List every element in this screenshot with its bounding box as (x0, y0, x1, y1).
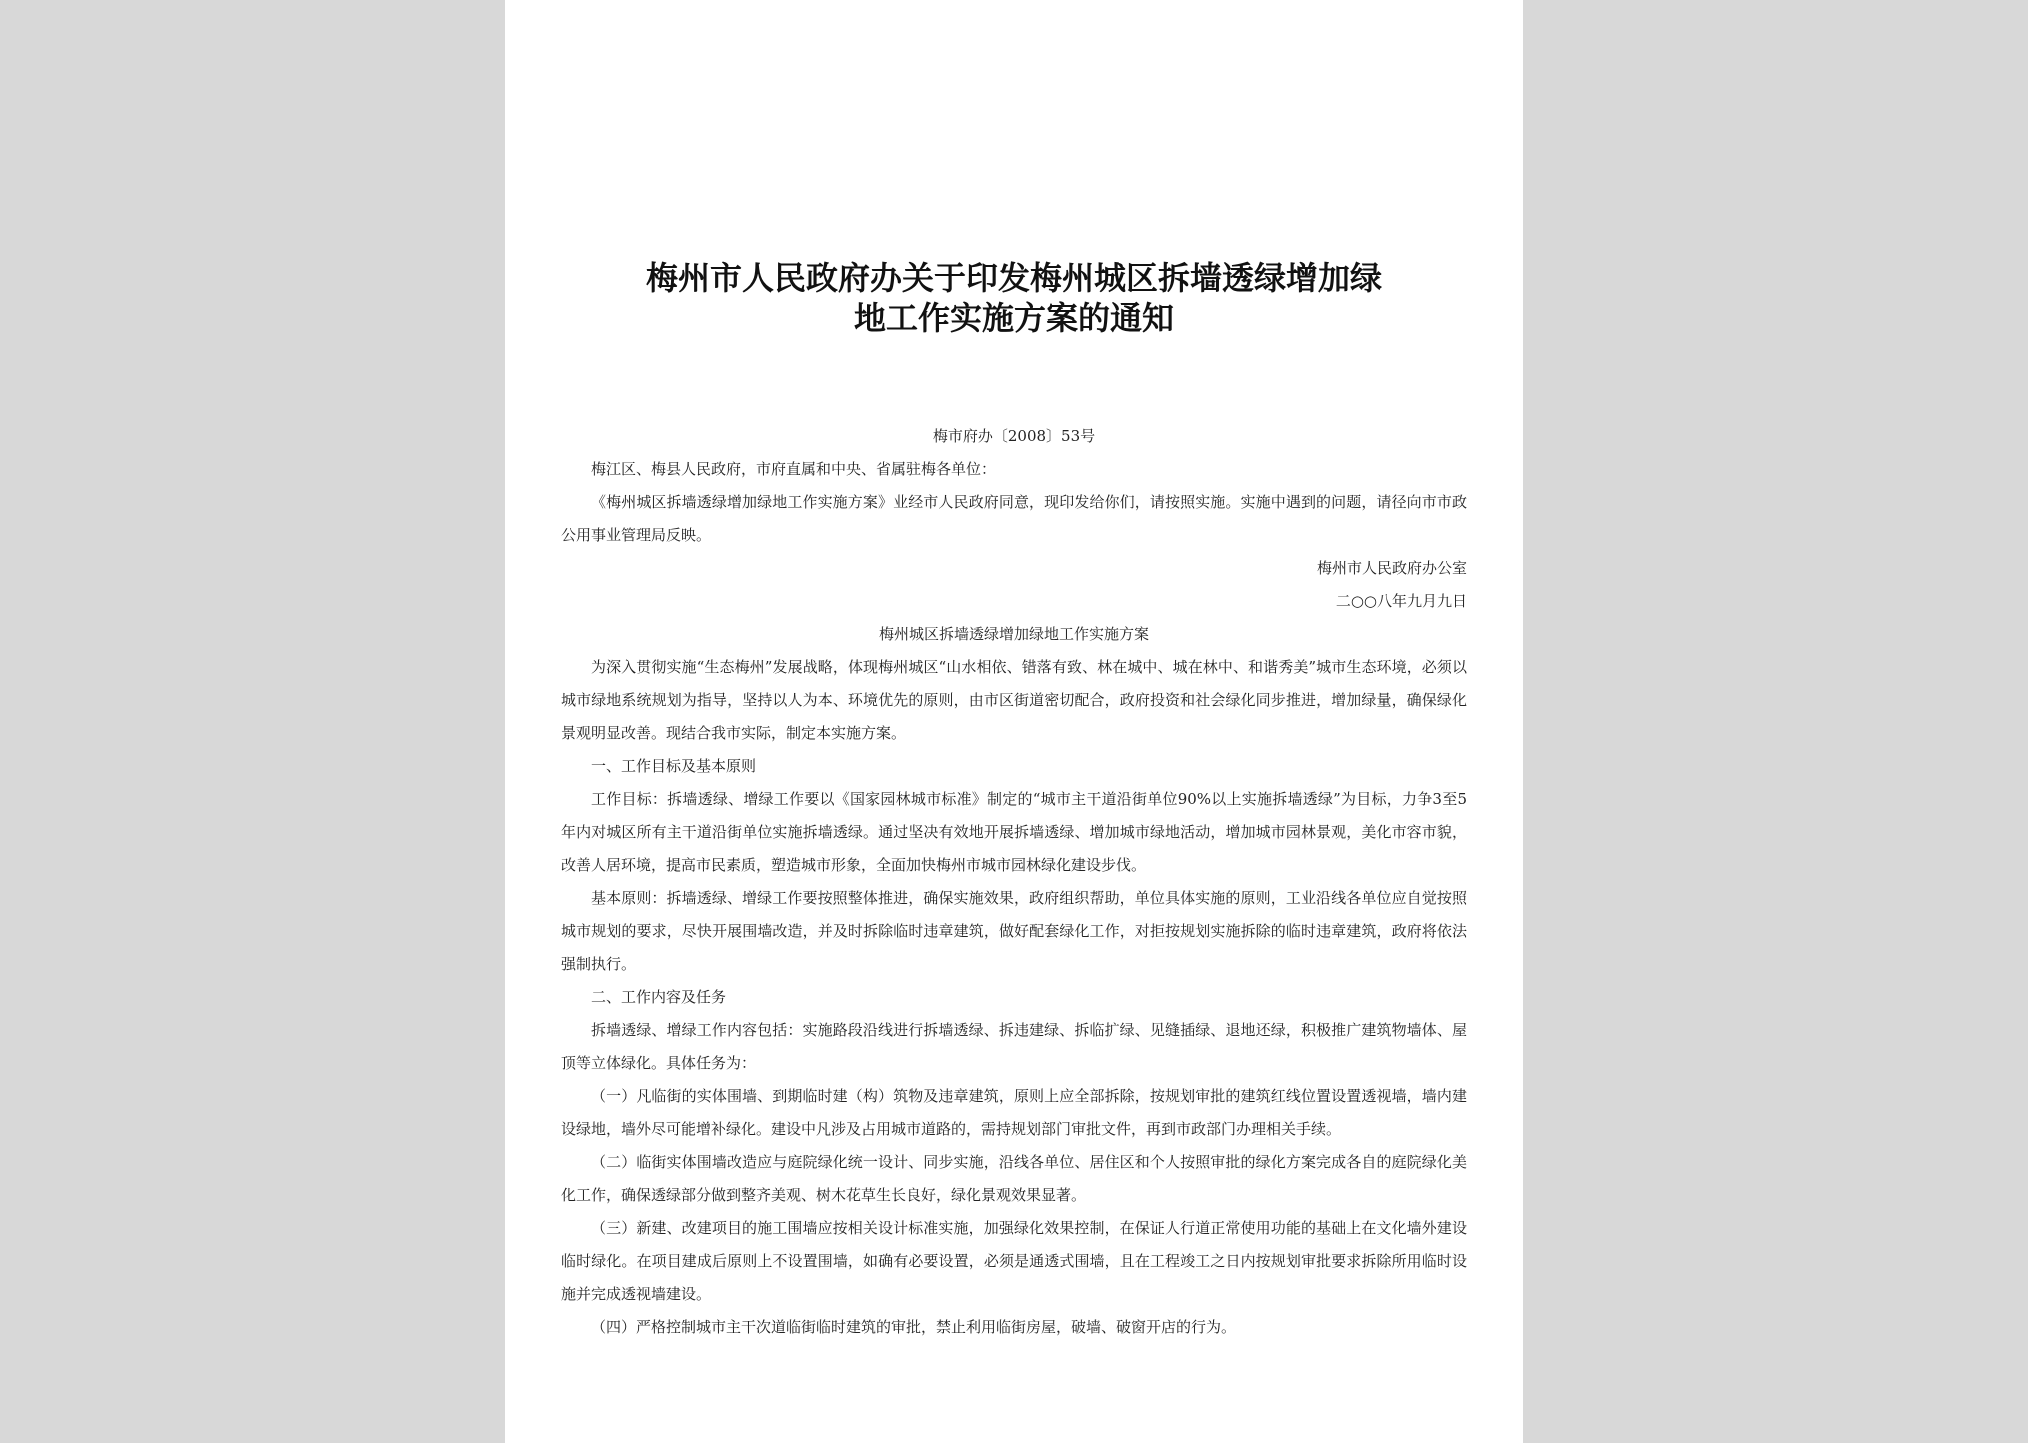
issuer: 梅州市人民政府办公室 (1316, 559, 1467, 577)
section-2-heading: 二、工作内容及任务 (591, 988, 727, 1006)
document-page (505, 0, 1523, 1443)
task-item-3: （三）新建、改建项目的施工围墙应按相关设计标准实施，加强绿化效果控制，在保证人行道正常使用功能的基础上在文化墙外建设临时绿化。在项目建成后原则上不设置围墙，如确有必要设置，必须是通透式围墙，且在工程竣工之日内按规划审批要求拆除所用临时设施并完成透视墙建设。 (561, 1219, 1467, 1303)
document-number: 梅市府办〔2008〕53号 (932, 427, 1096, 445)
preamble-paragraph: 为深入贯彻实施“生态梅州”发展战略，体现梅州城区“山水相依、错落有致、林在城中、城在林中、和谐秀美”城市生态环境，必须以城市绿地系统规划为指导，坚持以人为本、环境优先的原则，由市区街道密切配合，政府投资和社会绿化同步推进，增加绿量，确保绿化景观明显改善。现结合我市实际，制定本实施方案。 (561, 658, 1467, 742)
task-item-4: （四）严格控制城市主干次道临街临时建筑的审批，禁止利用临街房屋，破墙、破窗开店的行为。 (591, 1318, 1237, 1336)
principle-paragraph: 基本原则：拆墙透绿、增绿工作要按照整体推进，确保实施效果，政府组织帮助，单位具体实施的原则，工业沿线各单位应自觉按照城市规划的要求，尽快开展围墙改造，并及时拆除临时违章建筑，做好配套绿化工作，对拒按规划实施拆除的临时违章建筑，政府将依法强制执行。 (561, 889, 1467, 973)
document-title (505, 258, 1523, 338)
intro-paragraph: 《梅州城区拆墙透绿增加绿地工作实施方案》业经市人民政府同意，现印发给你们，请按照实施。实施中遇到的问题，请径向市市政公用事业管理局反映。 (561, 493, 1467, 544)
plan-title: 梅州城区拆墙透绿增加绿地工作实施方案 (878, 625, 1149, 643)
title-line-2: 地工作实施方案的通知 (853, 299, 1174, 337)
title-line-1: 梅州市人民政府办关于印发梅州城区拆墙透绿增加绿 (645, 259, 1382, 297)
document-body (561, 420, 1467, 1344)
addressee: 梅江区、梅县人民政府，市府直属和中央、省属驻梅各单位： (591, 460, 997, 478)
goal-paragraph: 工作目标：拆墙透绿、增绿工作要以《国家园林城市标准》制定的“城市主干道沿街单位90%以上实施拆墙透绿”为目标，力争3至5年内对城区所有主干道沿街单位实施拆墙透绿。通过坚决有效地开展拆墙透绿、增加城市绿地活动，增加城市园林景观，美化市容市貌，改善人居环境，提高市民素质，塑造城市形象，全面加快梅州市城市园林绿化建设步伐。 (561, 790, 1467, 874)
section-1-heading: 一、工作目标及基本原则 (591, 757, 757, 775)
task-item-1: （一）凡临街的实体围墙、到期临时建（构）筑物及违章建筑，原则上应全部拆除，按规划审批的建筑红线位置设置透视墙，墙内建设绿地，墙外尽可能增补绿化。建设中凡涉及占用城市道路的，需持规划部门审批文件，再到市政部门办理相关手续。 (561, 1087, 1467, 1138)
content-paragraph: 拆墙透绿、增绿工作内容包括：实施路段沿线进行拆墙透绿、拆违建绿、拆临扩绿、见缝插绿、退地还绿，积极推广建筑物墙体、屋顶等立体绿化。具体任务为： (561, 1021, 1467, 1072)
issue-date: 二○○八年九月九日 (1335, 592, 1467, 610)
task-item-2: （二）临街实体围墙改造应与庭院绿化统一设计、同步实施，沿线各单位、居住区和个人按照审批的绿化方案完成各自的庭院绿化美化工作，确保透绿部分做到整齐美观、树木花草生长良好，绿化景观效果显著。 (561, 1153, 1467, 1204)
